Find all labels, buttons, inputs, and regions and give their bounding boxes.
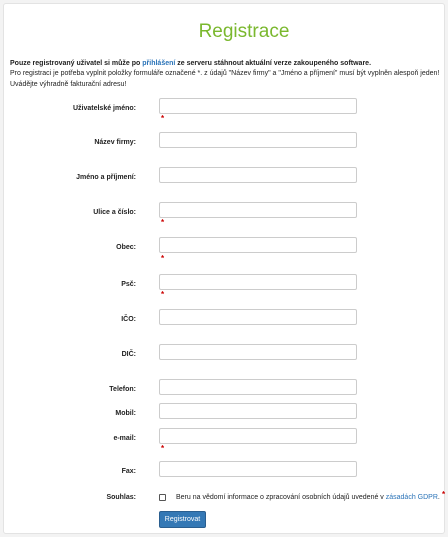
street-label: Ulice a číslo:: [93, 209, 136, 216]
consent-text-start: Beru na vědomí informace o zpracování osobních údajů uvedené v: [176, 494, 386, 501]
full-name-input[interactable]: [159, 167, 357, 183]
city-label: Obec:: [116, 244, 136, 251]
register-button[interactable]: Registrovat: [159, 511, 206, 528]
phone-input[interactable]: [159, 379, 357, 395]
zip-input[interactable]: [159, 274, 357, 290]
mobile-label: Mobil:: [115, 410, 136, 417]
username-label: Uživatelské jméno:: [72, 105, 136, 112]
mobile-input[interactable]: [159, 403, 357, 419]
intro-line-2: Pro registraci je potřeba vyplnit položky formuláře označené *. z údajů "Název firmy" a "Jméno a příjmení" musí být vyplněn alespoň jeden!: [10, 70, 440, 78]
email-input[interactable]: [159, 428, 357, 444]
fax-input[interactable]: [159, 461, 357, 477]
company-label: Název firmy:: [94, 139, 136, 146]
zip-label: Psč:: [121, 281, 136, 288]
intro-line-3: Uvádějte výhradně fakturační adresu!: [10, 80, 127, 88]
street-required-mark: *: [161, 218, 165, 227]
consent-required-mark: *: [442, 490, 446, 499]
username-required-mark: *: [161, 114, 165, 123]
gdpr-link[interactable]: zásadách GDPR: [385, 494, 438, 501]
email-required-mark: *: [161, 444, 165, 453]
consent-checkbox[interactable]: [159, 494, 166, 501]
phone-label: Telefon:: [109, 386, 136, 393]
city-input[interactable]: [159, 237, 357, 253]
zip-required-mark: *: [161, 290, 165, 299]
consent-text: [176, 494, 440, 501]
intro-line-1-start: Pouze registrovaný uživatel si může po: [10, 60, 143, 67]
full-name-label: Jméno a příjmení:: [76, 174, 136, 181]
dic-label: DIČ:: [121, 351, 136, 358]
fax-label: Fax:: [121, 468, 136, 475]
street-input[interactable]: [159, 202, 357, 218]
city-required-mark: *: [161, 254, 165, 263]
ico-label: IČO:: [121, 316, 136, 323]
email-label: e-mail:: [113, 435, 136, 442]
intro-text: [10, 59, 442, 90]
page-title: Registrace: [198, 21, 290, 42]
company-input[interactable]: [159, 132, 357, 148]
consent-text-end: .: [437, 494, 440, 501]
ico-input[interactable]: [159, 309, 357, 325]
consent-label: Souhlas:: [106, 494, 136, 501]
intro-line-1-end: ze serveru stáhnout aktuální verze zakoupeného software.: [175, 60, 372, 67]
dic-input[interactable]: [159, 344, 357, 360]
intro-line-1: [10, 59, 442, 69]
registration-panel: [3, 3, 445, 534]
username-input[interactable]: [159, 98, 357, 114]
login-link[interactable]: přihlášení: [142, 60, 176, 67]
